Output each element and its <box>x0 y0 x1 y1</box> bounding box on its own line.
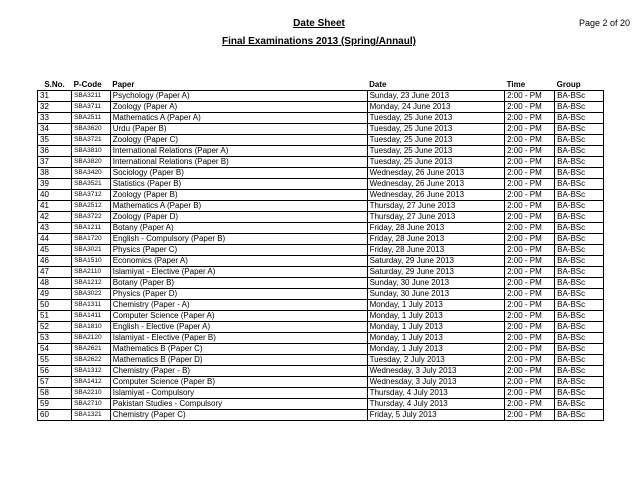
cell-date: Thursday, 27 June 2013 <box>367 201 505 212</box>
cell-paper: Islamiyat - Elective (Paper B) <box>110 333 367 344</box>
cell-group: BA-BSc <box>555 377 604 388</box>
table-row <box>38 311 604 322</box>
table-row <box>38 256 604 267</box>
table-row <box>38 157 604 168</box>
cell-date: Thursday, 27 June 2013 <box>367 212 505 223</box>
cell-group: BA-BSc <box>555 234 604 245</box>
cell-date: Monday, 1 July 2013 <box>367 333 505 344</box>
cell-time: 2:00 - PM <box>505 377 555 388</box>
cell-group: BA-BSc <box>555 366 604 377</box>
cell-sno: 55 <box>38 355 72 366</box>
cell-sno: 54 <box>38 344 72 355</box>
cell-paper: Physics (Paper C) <box>110 245 367 256</box>
cell-sno: 46 <box>38 256 72 267</box>
cell-group: BA-BSc <box>555 168 604 179</box>
cell-sno: 56 <box>38 366 72 377</box>
cell-paper: Islamiyat - Compulsory <box>110 388 367 399</box>
cell-time: 2:00 - PM <box>505 267 555 278</box>
cell-time: 2:00 - PM <box>505 355 555 366</box>
document-title: Date Sheet <box>293 18 345 29</box>
table-row <box>38 91 604 102</box>
cell-date: Tuesday, 25 June 2013 <box>367 113 505 124</box>
cell-pcode: SBA1311 <box>72 300 111 311</box>
document-subtitle: Final Examinations 2013 (Spring/Annaul) <box>222 36 416 47</box>
cell-pcode: SBA2511 <box>72 113 111 124</box>
cell-group: BA-BSc <box>555 388 604 399</box>
cell-group: BA-BSc <box>555 157 604 168</box>
cell-sno: 49 <box>38 289 72 300</box>
cell-sno: 37 <box>38 157 72 168</box>
cell-date: Wednesday, 26 June 2013 <box>367 190 505 201</box>
cell-time: 2:00 - PM <box>505 91 555 102</box>
cell-time: 2:00 - PM <box>505 388 555 399</box>
table-row <box>38 333 604 344</box>
column-header-sno: S.No. <box>38 80 72 91</box>
cell-group: BA-BSc <box>555 311 604 322</box>
cell-sno: 51 <box>38 311 72 322</box>
column-header-group: Group <box>555 80 604 91</box>
cell-time: 2:00 - PM <box>505 278 555 289</box>
cell-time: 2:00 - PM <box>505 410 555 421</box>
table-row <box>38 267 604 278</box>
cell-time: 2:00 - PM <box>505 311 555 322</box>
cell-paper: English - Elective (Paper A) <box>110 322 367 333</box>
table-row <box>38 322 604 333</box>
cell-group: BA-BSc <box>555 190 604 201</box>
cell-group: BA-BSc <box>555 245 604 256</box>
table-row <box>38 179 604 190</box>
cell-pcode: SBA2120 <box>72 333 111 344</box>
cell-group: BA-BSc <box>555 399 604 410</box>
cell-time: 2:00 - PM <box>505 201 555 212</box>
cell-paper: Mathematics B (Paper D) <box>110 355 367 366</box>
cell-date: Monday, 1 July 2013 <box>367 322 505 333</box>
cell-time: 2:00 - PM <box>505 146 555 157</box>
cell-date: Sunday, 30 June 2013 <box>367 289 505 300</box>
cell-paper: Economics (Paper A) <box>110 256 367 267</box>
cell-pcode: SBA2110 <box>72 267 111 278</box>
cell-group: BA-BSc <box>555 333 604 344</box>
cell-date: Friday, 5 July 2013 <box>367 410 505 421</box>
cell-sno: 59 <box>38 399 72 410</box>
table-row <box>38 190 604 201</box>
cell-time: 2:00 - PM <box>505 157 555 168</box>
table-row <box>38 124 604 135</box>
table-row <box>38 146 604 157</box>
cell-time: 2:00 - PM <box>505 344 555 355</box>
cell-date: Monday, 1 July 2013 <box>367 311 505 322</box>
cell-sno: 43 <box>38 223 72 234</box>
cell-sno: 47 <box>38 267 72 278</box>
cell-pcode: SBA1412 <box>72 377 111 388</box>
cell-paper: Chemistry (Paper C) <box>110 410 367 421</box>
cell-time: 2:00 - PM <box>505 223 555 234</box>
cell-pcode: SBA1510 <box>72 256 111 267</box>
table-row <box>38 278 604 289</box>
cell-sno: 41 <box>38 201 72 212</box>
table-row <box>38 201 604 212</box>
cell-date: Sunday, 23 June 2013 <box>367 91 505 102</box>
cell-time: 2:00 - PM <box>505 190 555 201</box>
cell-date: Friday, 28 June 2013 <box>367 234 505 245</box>
cell-date: Thursday, 4 July 2013 <box>367 388 505 399</box>
cell-paper: Botany (Paper B) <box>110 278 367 289</box>
cell-date: Wednesday, 26 June 2013 <box>367 168 505 179</box>
cell-paper: Computer Science (Paper B) <box>110 377 367 388</box>
table-row <box>38 377 604 388</box>
cell-sno: 57 <box>38 377 72 388</box>
cell-date: Saturday, 29 June 2013 <box>367 267 505 278</box>
cell-date: Wednesday, 26 June 2013 <box>367 179 505 190</box>
cell-group: BA-BSc <box>555 267 604 278</box>
cell-group: BA-BSc <box>555 113 604 124</box>
cell-paper: Psychology (Paper A) <box>110 91 367 102</box>
cell-group: BA-BSc <box>555 179 604 190</box>
cell-date: Saturday, 29 June 2013 <box>367 256 505 267</box>
cell-paper: Chemistry (Paper - B) <box>110 366 367 377</box>
cell-time: 2:00 - PM <box>505 399 555 410</box>
cell-time: 2:00 - PM <box>505 113 555 124</box>
cell-pcode: SBA1212 <box>72 278 111 289</box>
cell-paper: Zoology (Paper C) <box>110 135 367 146</box>
cell-group: BA-BSc <box>555 201 604 212</box>
cell-pcode: SBA3620 <box>72 124 111 135</box>
cell-time: 2:00 - PM <box>505 234 555 245</box>
table-row <box>38 289 604 300</box>
cell-group: BA-BSc <box>555 355 604 366</box>
table-row <box>38 355 604 366</box>
cell-pcode: SBA1211 <box>72 223 111 234</box>
cell-pcode: SBA3820 <box>72 157 111 168</box>
cell-group: BA-BSc <box>555 278 604 289</box>
table-row <box>38 366 604 377</box>
cell-pcode: SBA1810 <box>72 322 111 333</box>
cell-sno: 35 <box>38 135 72 146</box>
cell-time: 2:00 - PM <box>505 322 555 333</box>
cell-paper: Statistics (Paper B) <box>110 179 367 190</box>
cell-group: BA-BSc <box>555 135 604 146</box>
table-row <box>38 245 604 256</box>
cell-sno: 58 <box>38 388 72 399</box>
cell-paper: Mathematics A (Paper B) <box>110 201 367 212</box>
cell-sno: 31 <box>38 91 72 102</box>
cell-group: BA-BSc <box>555 410 604 421</box>
cell-group: BA-BSc <box>555 223 604 234</box>
cell-paper: Chemistry (Paper - A) <box>110 300 367 311</box>
cell-sno: 39 <box>38 179 72 190</box>
cell-pcode: SBA3712 <box>72 190 111 201</box>
cell-sno: 32 <box>38 102 72 113</box>
cell-group: BA-BSc <box>555 124 604 135</box>
cell-sno: 60 <box>38 410 72 421</box>
table-header-row <box>38 80 604 91</box>
cell-time: 2:00 - PM <box>505 366 555 377</box>
cell-sno: 50 <box>38 300 72 311</box>
cell-date: Thursday, 4 July 2013 <box>367 399 505 410</box>
table-row <box>38 234 604 245</box>
cell-sno: 53 <box>38 333 72 344</box>
cell-sno: 45 <box>38 245 72 256</box>
cell-paper: Physics (Paper D) <box>110 289 367 300</box>
cell-group: BA-BSc <box>555 102 604 113</box>
cell-pcode: SBA3021 <box>72 245 111 256</box>
cell-sno: 36 <box>38 146 72 157</box>
table-row <box>38 410 604 421</box>
cell-paper: International Relations (Paper A) <box>110 146 367 157</box>
cell-pcode: SBA2621 <box>72 344 111 355</box>
cell-paper: English - Compulsory (Paper B) <box>110 234 367 245</box>
cell-time: 2:00 - PM <box>505 102 555 113</box>
cell-date: Tuesday, 25 June 2013 <box>367 135 505 146</box>
cell-time: 2:00 - PM <box>505 333 555 344</box>
cell-pcode: SBA3022 <box>72 289 111 300</box>
cell-paper: Zoology (Paper D) <box>110 212 367 223</box>
cell-sno: 38 <box>38 168 72 179</box>
cell-date: Wednesday, 3 July 2013 <box>367 366 505 377</box>
table-row <box>38 388 604 399</box>
table-row <box>38 212 604 223</box>
column-header-time: Time <box>505 80 555 91</box>
cell-paper: Botany (Paper A) <box>110 223 367 234</box>
cell-paper: Computer Science (Paper A) <box>110 311 367 322</box>
table-row <box>38 344 604 355</box>
table-body <box>38 91 604 421</box>
cell-time: 2:00 - PM <box>505 289 555 300</box>
cell-pcode: SBA1312 <box>72 366 111 377</box>
column-header-date: Date <box>367 80 505 91</box>
cell-time: 2:00 - PM <box>505 168 555 179</box>
cell-date: Monday, 24 June 2013 <box>367 102 505 113</box>
cell-pcode: SBA2210 <box>72 388 111 399</box>
cell-pcode: SBA1321 <box>72 410 111 421</box>
table-row <box>38 113 604 124</box>
table-row <box>38 135 604 146</box>
cell-paper: Mathematics A (Paper A) <box>110 113 367 124</box>
cell-sno: 33 <box>38 113 72 124</box>
cell-sno: 42 <box>38 212 72 223</box>
cell-paper: Islamiyat - Elective (Paper A) <box>110 267 367 278</box>
cell-date: Tuesday, 25 June 2013 <box>367 124 505 135</box>
cell-time: 2:00 - PM <box>505 245 555 256</box>
cell-sno: 44 <box>38 234 72 245</box>
cell-pcode: SBA3721 <box>72 135 111 146</box>
cell-time: 2:00 - PM <box>505 135 555 146</box>
cell-sno: 48 <box>38 278 72 289</box>
cell-pcode: SBA3711 <box>72 102 111 113</box>
cell-sno: 52 <box>38 322 72 333</box>
cell-group: BA-BSc <box>555 289 604 300</box>
cell-paper: Zoology (Paper B) <box>110 190 367 201</box>
cell-date: Friday, 28 June 2013 <box>367 223 505 234</box>
cell-pcode: SBA2512 <box>72 201 111 212</box>
cell-group: BA-BSc <box>555 91 604 102</box>
cell-group: BA-BSc <box>555 256 604 267</box>
cell-pcode: SBA3810 <box>72 146 111 157</box>
column-header-pcode: P-Code <box>72 80 111 91</box>
cell-pcode: SBA2622 <box>72 355 111 366</box>
cell-date: Monday, 1 July 2013 <box>367 344 505 355</box>
cell-pcode: SBA3722 <box>72 212 111 223</box>
cell-pcode: SBA1720 <box>72 234 111 245</box>
cell-time: 2:00 - PM <box>505 256 555 267</box>
table-row <box>38 223 604 234</box>
cell-date: Wednesday, 3 July 2013 <box>367 377 505 388</box>
table-row <box>38 399 604 410</box>
cell-pcode: SBA3211 <box>72 91 111 102</box>
cell-sno: 34 <box>38 124 72 135</box>
cell-paper: Pakistan Studies - Compulsory <box>110 399 367 410</box>
cell-time: 2:00 - PM <box>505 212 555 223</box>
cell-group: BA-BSc <box>555 300 604 311</box>
cell-date: Tuesday, 25 June 2013 <box>367 157 505 168</box>
cell-time: 2:00 - PM <box>505 124 555 135</box>
cell-time: 2:00 - PM <box>505 179 555 190</box>
cell-date: Sunday, 30 June 2013 <box>367 278 505 289</box>
cell-group: BA-BSc <box>555 146 604 157</box>
date-sheet-table <box>37 80 604 421</box>
table-row <box>38 102 604 113</box>
table-row <box>38 300 604 311</box>
cell-time: 2:00 - PM <box>505 300 555 311</box>
cell-paper: Mathematics B (Paper C) <box>110 344 367 355</box>
cell-pcode: SBA1411 <box>72 311 111 322</box>
cell-paper: Zoology (Paper A) <box>110 102 367 113</box>
cell-group: BA-BSc <box>555 344 604 355</box>
table-row <box>38 168 604 179</box>
cell-pcode: SBA3420 <box>72 168 111 179</box>
page-number: Page 2 of 20 <box>578 18 630 28</box>
cell-paper: Urdu (Paper B) <box>110 124 367 135</box>
cell-date: Tuesday, 25 June 2013 <box>367 146 505 157</box>
cell-pcode: SBA2710 <box>72 399 111 410</box>
cell-paper: Sociology (Paper B) <box>110 168 367 179</box>
column-header-paper: Paper <box>110 80 367 91</box>
cell-paper: International Relations (Paper B) <box>110 157 367 168</box>
cell-date: Friday, 28 June 2013 <box>367 245 505 256</box>
cell-pcode: SBA3521 <box>72 179 111 190</box>
cell-sno: 40 <box>38 190 72 201</box>
cell-date: Tuesday, 2 July 2013 <box>367 355 505 366</box>
cell-group: BA-BSc <box>555 322 604 333</box>
cell-date: Monday, 1 July 2013 <box>367 300 505 311</box>
cell-group: BA-BSc <box>555 212 604 223</box>
